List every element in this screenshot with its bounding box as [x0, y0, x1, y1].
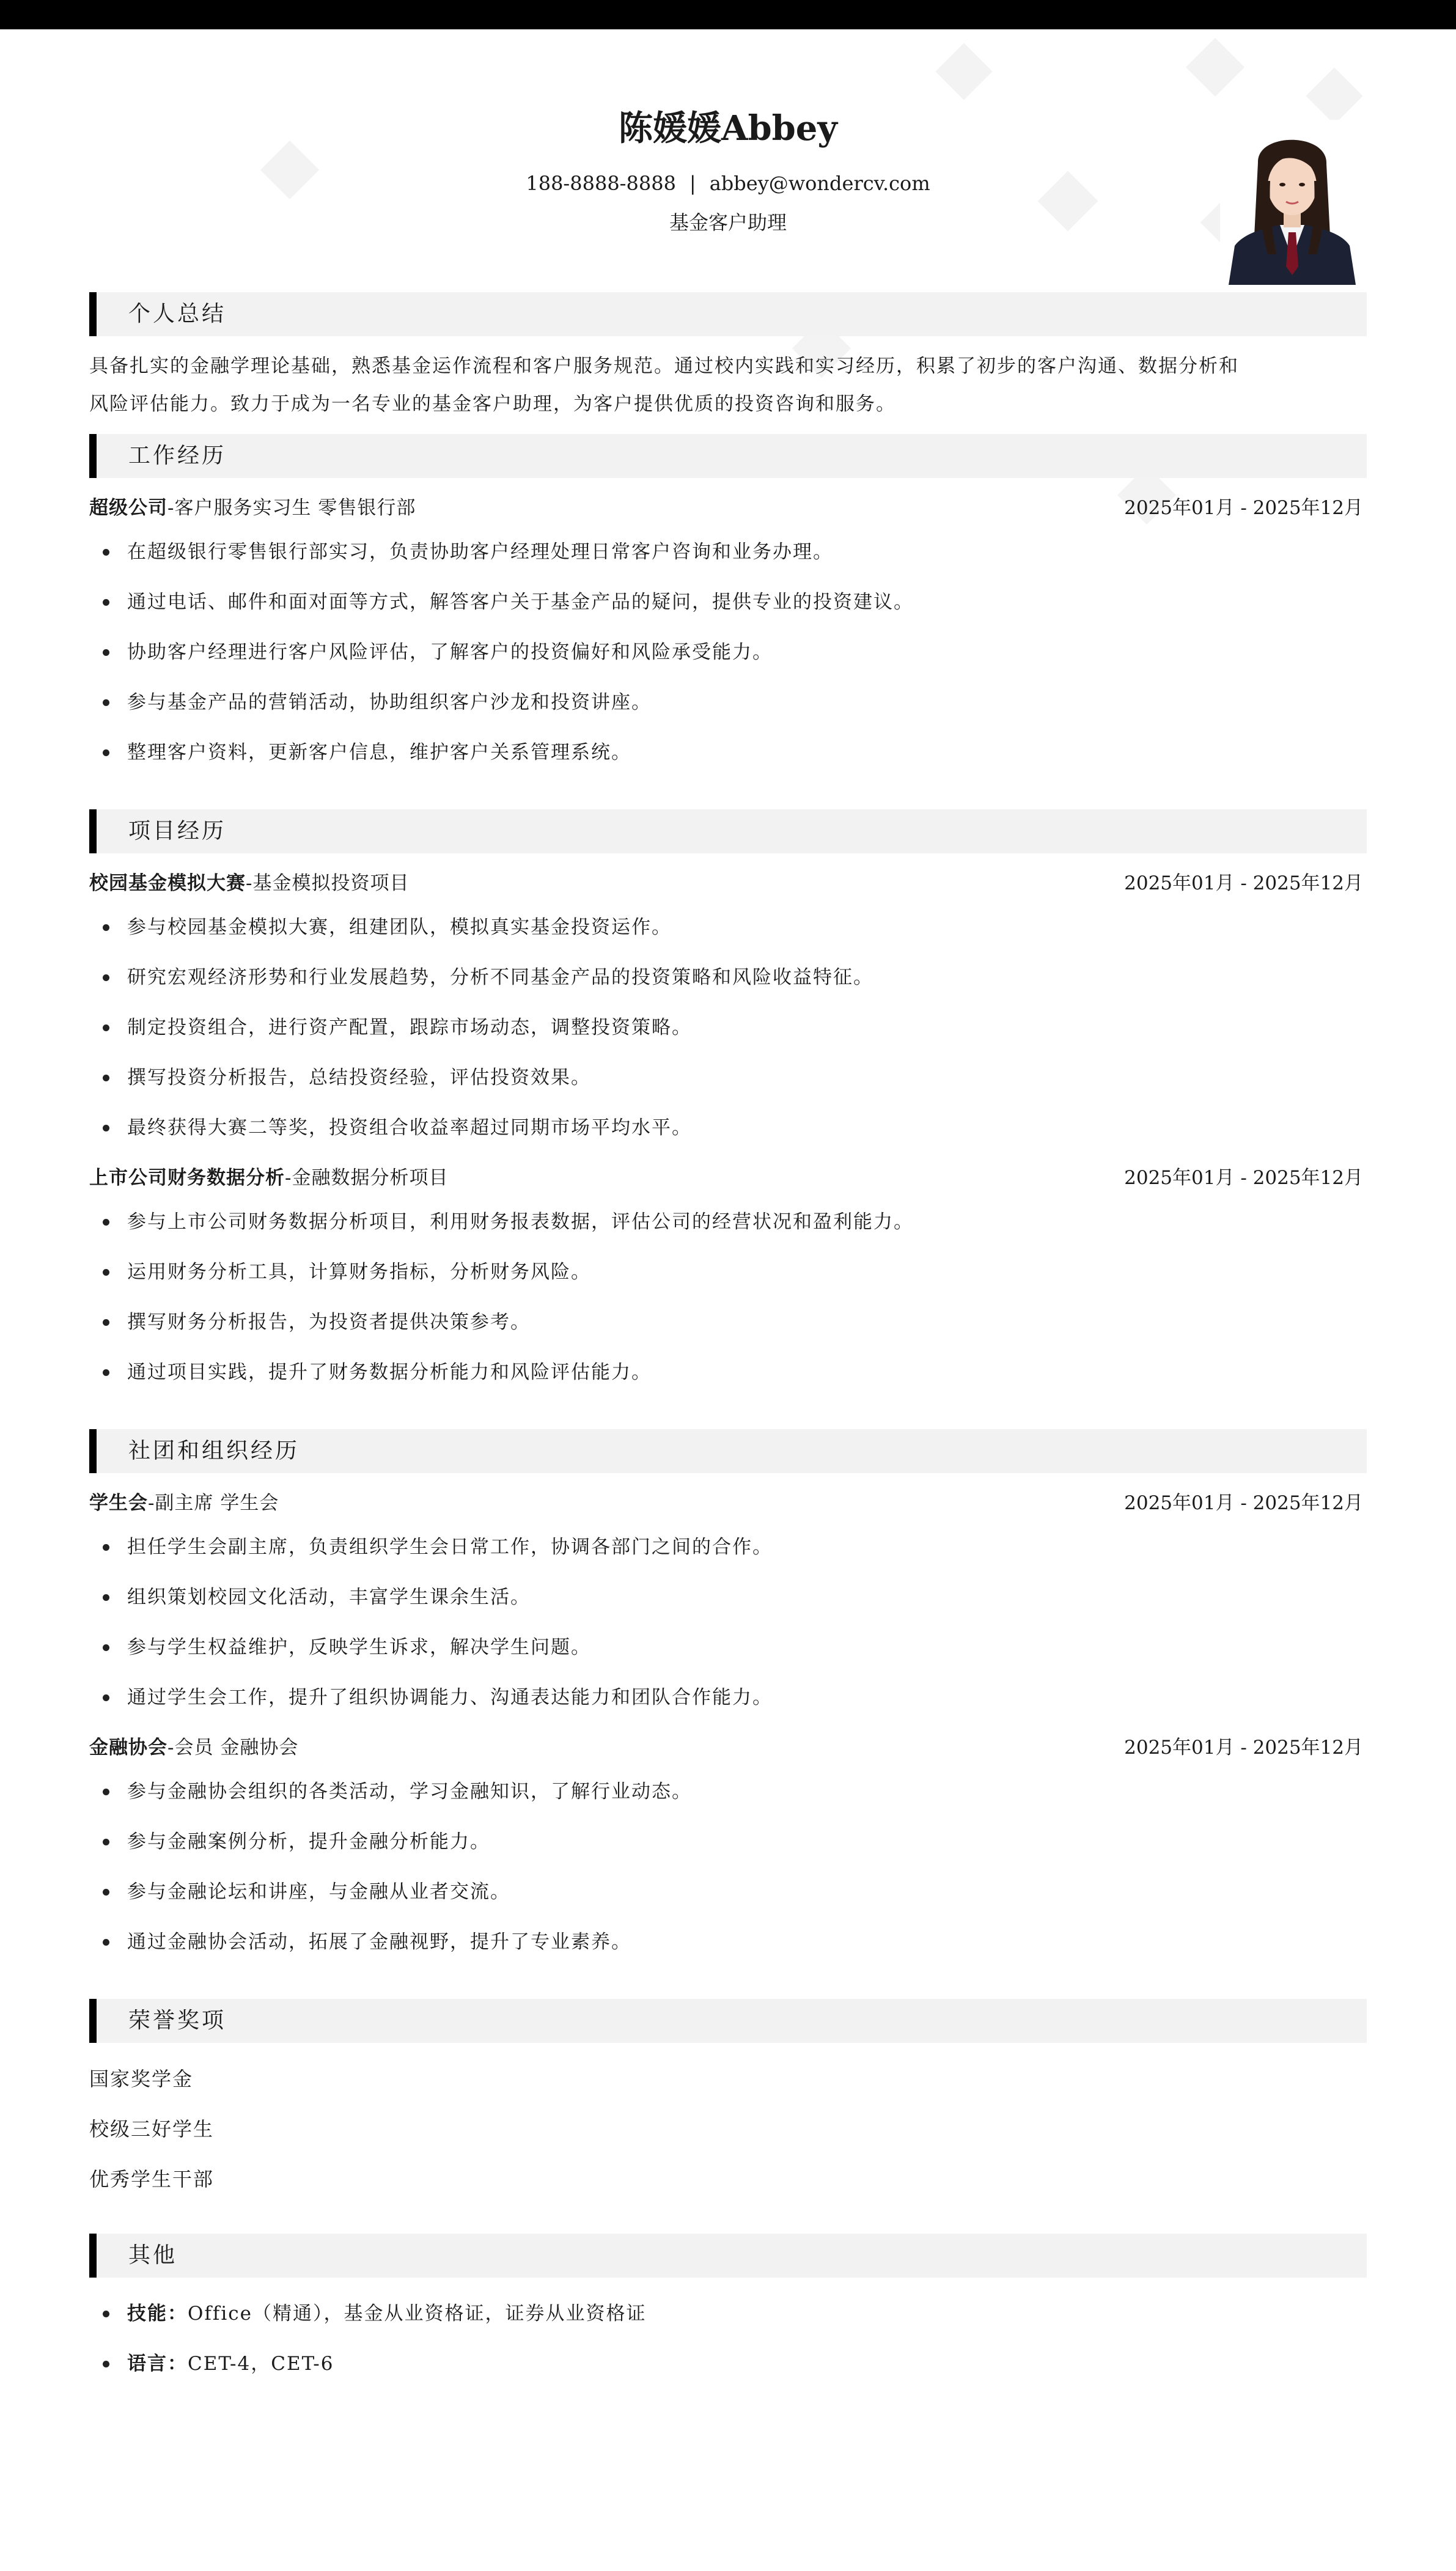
bullet-item: 撰写财务分析报告，为投资者提供决策参考。 — [89, 1297, 1367, 1347]
section-accent-bar — [89, 292, 97, 336]
entry-organization: 学生会 — [89, 1492, 148, 1514]
skills-value: Office（精通），基金从业资格证，证券从业资格证 — [188, 2303, 647, 2325]
entry-date: 2025年01月 - 2025年12月 — [1124, 872, 1363, 894]
entry-organization: 上市公司财务数据分析 — [89, 1167, 285, 1189]
other-bullet-list — [89, 2289, 1367, 2389]
bullet-item: 运用财务分析工具，计算财务指标，分析财务风险。 — [89, 1247, 1367, 1297]
entry-role: -客户服务实习生 零售银行部 — [167, 497, 416, 519]
contact-separator: | — [689, 172, 696, 195]
entry-organization: 超级公司 — [89, 497, 167, 519]
skills-item — [89, 2289, 1367, 2339]
resume-header — [89, 29, 1367, 292]
entry-role: -副主席 学生会 — [148, 1492, 279, 1514]
languages-item — [89, 2339, 1367, 2389]
honor-item: 国家奖学金 — [89, 2067, 194, 2091]
bullet-item: 参与金融案例分析，提升金融分析能力。 — [89, 1817, 1367, 1867]
entry-date: 2025年01月 - 2025年12月 — [1124, 1167, 1363, 1189]
entry-date: 2025年01月 - 2025年12月 — [1124, 497, 1363, 519]
bullet-item: 参与学生权益维护，反映学生诉求，解决学生问题。 — [89, 1622, 1367, 1672]
section-header-clubs — [89, 1429, 1367, 1473]
entry-role: -基金模拟投资项目 — [246, 872, 410, 894]
section-title: 项目经历 — [128, 818, 227, 844]
work-entry-header — [89, 489, 1367, 527]
candidate-name: 陈媛媛Abbey — [619, 108, 837, 149]
section-title: 工作经历 — [128, 443, 227, 468]
profile-photo-illustration — [1220, 120, 1364, 285]
bullet-item: 担任学生会副主席，负责组织学生会日常工作，协调各部门之间的合作。 — [89, 1522, 1367, 1572]
bullet-item: 通过学生会工作，提升了组织协调能力、沟通表达能力和团队合作能力。 — [89, 1672, 1367, 1723]
job-title: 基金客户助理 — [669, 211, 787, 234]
section-accent-bar — [89, 809, 97, 853]
bullet-item: 参与金融论坛和讲座，与金融从业者交流。 — [89, 1867, 1367, 1917]
entry-date: 2025年01月 - 2025年12月 — [1124, 1492, 1363, 1514]
entry-date: 2025年01月 - 2025年12月 — [1124, 1737, 1363, 1759]
profile-photo — [1220, 120, 1364, 285]
honor-item: 校级三好学生 — [89, 2117, 215, 2141]
project-bullet-list — [89, 1197, 1367, 1397]
section-accent-bar — [89, 434, 97, 478]
summary-line: 具备扎实的金融学理论基础，熟悉基金运作流程和客户服务规范。通过校内实践和实习经历，积累了初步的客户沟通、数据分析和 — [89, 355, 1239, 377]
work-bullet-list — [89, 527, 1367, 778]
bullet-item: 组织策划校园文化活动，丰富学生课余生活。 — [89, 1572, 1367, 1622]
club-bullet-list — [89, 1767, 1367, 1967]
email-address: abbey@wondercv.com — [709, 172, 930, 195]
skills-label: 技能： — [127, 2303, 188, 2325]
section-accent-bar — [89, 2234, 97, 2278]
section-accent-bar — [89, 1429, 97, 1473]
section-title: 荣誉奖项 — [128, 2008, 227, 2033]
bullet-item: 协助客户经理进行客户风险评估，了解客户的投资偏好和风险承受能力。 — [89, 627, 1367, 677]
section-accent-bar — [89, 1999, 97, 2043]
summary-paragraph — [89, 347, 1367, 423]
phone-number: 188-8888-8888 — [526, 172, 676, 195]
section-title: 个人总结 — [128, 301, 227, 326]
club-entry-header — [89, 1484, 1367, 1522]
bullet-item: 参与校园基金模拟大赛，组建团队，模拟真实基金投资运作。 — [89, 902, 1367, 952]
bullet-item: 研究宏观经济形势和行业发展趋势，分析不同基金产品的投资策略和风险收益特征。 — [89, 952, 1367, 1002]
club-entry-header — [89, 1729, 1367, 1767]
bullet-item: 参与上市公司财务数据分析项目，利用财务报表数据，评估公司的经营状况和盈利能力。 — [89, 1197, 1367, 1247]
entry-organization: 金融协会 — [89, 1737, 167, 1759]
top-bar — [0, 0, 1456, 29]
section-title: 社团和组织经历 — [128, 1438, 300, 1463]
bullet-item: 参与金融协会组织的各类活动，学习金融知识，了解行业动态。 — [89, 1767, 1367, 1817]
honor-item: 优秀学生干部 — [89, 2168, 215, 2191]
bullet-item: 通过项目实践，提升了财务数据分析能力和风险评估能力。 — [89, 1347, 1367, 1397]
project-entry-header — [89, 1159, 1367, 1197]
languages-label: 语言： — [127, 2353, 188, 2375]
section-title: 其他 — [128, 2243, 178, 2268]
bullet-item: 参与基金产品的营销活动，协助组织客户沙龙和投资讲座。 — [89, 677, 1367, 727]
contact-line — [89, 169, 1367, 198]
entry-role: -金融数据分析项目 — [285, 1167, 449, 1189]
section-header-projects — [89, 809, 1367, 853]
summary-line: 风险评估能力。致力于成为一名专业的基金客户助理，为客户提供优质的投资咨询和服务。 — [89, 393, 896, 415]
bullet-item: 通过金融协会活动，拓展了金融视野，提升了专业素养。 — [89, 1917, 1367, 1967]
project-bullet-list — [89, 902, 1367, 1153]
club-bullet-list — [89, 1522, 1367, 1723]
project-entry-header — [89, 864, 1367, 902]
section-header-honors — [89, 1999, 1367, 2043]
bullet-item: 整理客户资料，更新客户信息，维护客户关系管理系统。 — [89, 727, 1367, 778]
section-header-work — [89, 434, 1367, 478]
bullet-item: 通过电话、邮件和面对面等方式，解答客户关于基金产品的疑问，提供专业的投资建议。 — [89, 577, 1367, 627]
bullet-item: 制定投资组合，进行资产配置，跟踪市场动态，调整投资策略。 — [89, 1002, 1367, 1053]
languages-value: CET-4，CET-6 — [188, 2353, 334, 2375]
resume-page — [89, 29, 1367, 2395]
entry-role: -会员 金融协会 — [167, 1737, 299, 1759]
bullet-item: 在超级银行零售银行部实习，负责协助客户经理处理日常客户咨询和业务办理。 — [89, 527, 1367, 577]
section-header-other — [89, 2234, 1367, 2278]
entry-organization: 校园基金模拟大赛 — [89, 872, 246, 894]
bullet-item: 撰写投资分析报告，总结投资经验，评估投资效果。 — [89, 1053, 1367, 1103]
bullet-item: 最终获得大赛二等奖，投资组合收益率超过同期市场平均水平。 — [89, 1103, 1367, 1153]
section-header-summary — [89, 292, 1367, 336]
